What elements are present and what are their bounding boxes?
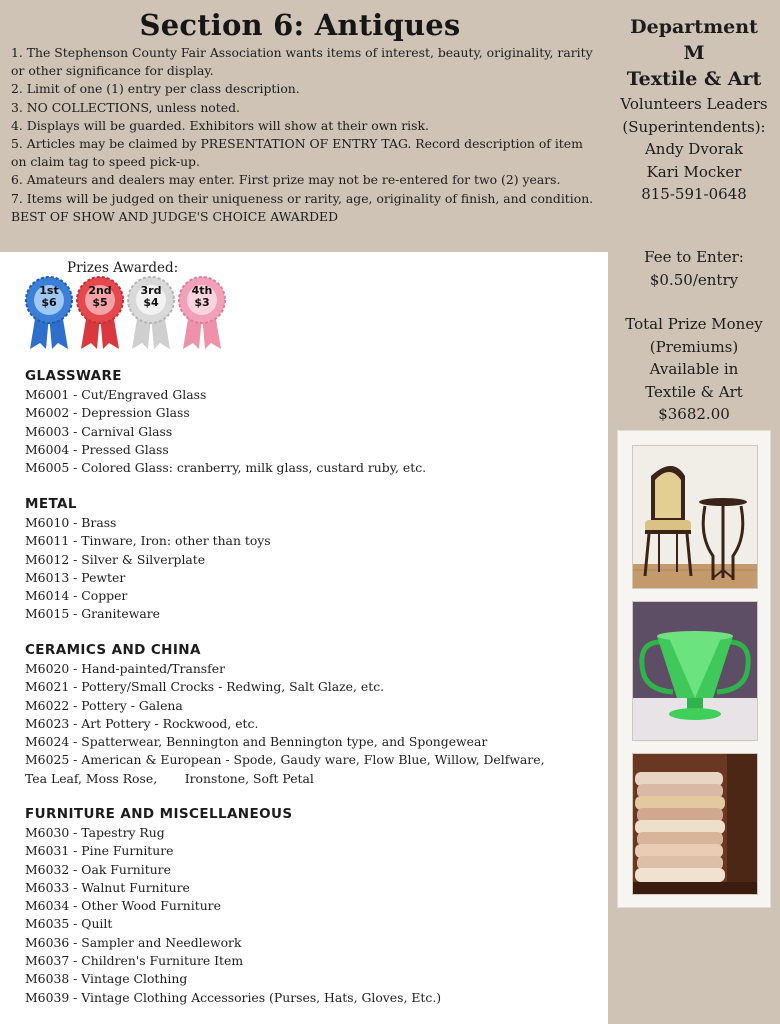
entry-fee bbox=[608, 246, 780, 291]
rules-panel bbox=[0, 0, 608, 252]
prize-money-line: (Premiums) bbox=[649, 337, 739, 356]
class-item: M6037 - Children's Furniture Item bbox=[25, 953, 244, 969]
department-letter: M bbox=[683, 42, 705, 64]
class-item: M6013 - Pewter bbox=[25, 569, 126, 585]
prizes-label: Prizes Awarded: bbox=[67, 260, 179, 276]
rules-line: 7. Items will be judged on their uniqueness or rarity, age, originality of finish, and condition. bbox=[11, 190, 594, 206]
leader-name: Kari Mocker bbox=[646, 162, 742, 181]
class-item: M6039 - Vintage Clothing Accessories (Purses, Hats, Gloves, Etc.) bbox=[25, 989, 442, 1005]
class-item: M6004 - Pressed Glass bbox=[25, 441, 169, 457]
class-item: M6024 - Spatterwear, Bennington and Bennington type, and Spongewear bbox=[25, 734, 488, 750]
department-heading bbox=[608, 14, 780, 92]
ribbon-amount: $4 bbox=[143, 296, 159, 309]
antique-chair-photo bbox=[632, 445, 758, 589]
fee-label: Fee to Enter: bbox=[644, 248, 744, 266]
category-furniture-and-miscellaneous bbox=[25, 805, 600, 1007]
class-item: M6010 - Brass bbox=[25, 515, 117, 530]
class-item: Tea Leaf, Moss Rose, Ironstone, Soft Petal bbox=[25, 770, 314, 786]
prize-money-line: Textile & Art bbox=[645, 382, 743, 401]
photo-panel bbox=[617, 430, 771, 908]
rules-line: on claim tag to speed pick-up. bbox=[11, 154, 200, 170]
category-items bbox=[25, 660, 600, 788]
category-title: CERAMICS AND CHINA bbox=[25, 642, 201, 658]
class-item: M6022 - Pottery - Galena bbox=[25, 697, 183, 713]
ribbon-amount: $5 bbox=[92, 296, 108, 309]
class-item: M6020 - Hand-painted/Transfer bbox=[25, 661, 226, 676]
green-glass-vase-photo bbox=[632, 601, 758, 741]
class-item: M6030 - Tapestry Rug bbox=[25, 825, 165, 840]
category-items bbox=[25, 514, 600, 624]
rules-line: BEST OF SHOW AND JUDGE'S CHOICE AWARDED bbox=[11, 208, 339, 224]
class-item: M6014 - Copper bbox=[25, 588, 128, 604]
category-title: METAL bbox=[25, 496, 77, 512]
fourth-place-ribbon bbox=[177, 275, 227, 351]
class-item: M6031 - Pine Furniture bbox=[25, 843, 174, 859]
class-item: M6032 - Oak Furniture bbox=[25, 861, 171, 877]
class-item: M6034 - Other Wood Furniture bbox=[25, 898, 221, 914]
second-place-ribbon bbox=[75, 275, 125, 351]
ribbon-place: 1st bbox=[39, 284, 59, 297]
category-title: GLASSWARE bbox=[25, 368, 122, 384]
class-item: M6001 - Cut/Engraved Glass bbox=[25, 387, 207, 402]
volunteer-leaders bbox=[608, 93, 780, 206]
category-title: FURNITURE AND MISCELLANEOUS bbox=[25, 806, 293, 822]
class-item: M6036 - Sampler and Needlework bbox=[25, 934, 242, 950]
prize-money-line: Available in bbox=[649, 360, 739, 378]
section-title: Section 6: Antiques bbox=[139, 8, 461, 42]
class-item: M6023 - Art Pottery - Rockwood, etc. bbox=[25, 715, 259, 731]
entries-panel bbox=[0, 252, 608, 1024]
first-place-ribbon bbox=[24, 275, 74, 351]
department-name: Textile & Art bbox=[626, 68, 762, 90]
class-item: M6015 - Graniteware bbox=[25, 606, 160, 622]
rules-line: 4. Displays will be guarded. Exhibitors will show at their own risk. bbox=[11, 117, 429, 133]
stacked-quilts-photo bbox=[632, 753, 758, 895]
rules-line: 2. Limit of one (1) entry per class description. bbox=[11, 81, 300, 97]
category-items bbox=[25, 824, 600, 1007]
ribbon-amount: $3 bbox=[194, 296, 210, 309]
prize-money-value: $3682.00 bbox=[658, 405, 730, 423]
department-line: Department bbox=[630, 16, 758, 38]
rules-line: 1. The Stephenson County Fair Association wants items of interest, beauty, originality, rarity bbox=[11, 45, 593, 60]
class-item: M6012 - Silver & Silverplate bbox=[25, 551, 206, 567]
ribbon-place: 4th bbox=[191, 284, 213, 297]
ribbon-place: 2nd bbox=[88, 284, 112, 297]
class-item: M6033 - Walnut Furniture bbox=[25, 879, 190, 895]
ribbon-amount: $6 bbox=[41, 296, 57, 309]
rules-line: or other significance for display. bbox=[11, 63, 214, 79]
rules-line: 5. Articles may be claimed by PRESENTATION OF ENTRY TAG. Record description of item bbox=[11, 136, 583, 152]
total-prize-money bbox=[608, 313, 780, 426]
leaders-line: Volunteers Leaders bbox=[620, 95, 768, 113]
category-ceramics-and-china bbox=[25, 641, 600, 788]
ribbon-place: 3rd bbox=[140, 284, 162, 297]
fee-value: $0.50/entry bbox=[649, 270, 739, 289]
category-items bbox=[25, 386, 600, 477]
rules-list bbox=[11, 44, 601, 226]
class-item: M6005 - Colored Glass: cranberry, milk glass, custard ruby, etc. bbox=[25, 460, 427, 476]
leaders-line: (Superintendents): bbox=[622, 117, 766, 136]
class-item: M6035 - Quilt bbox=[25, 916, 113, 932]
leader-phone: 815-591-0648 bbox=[641, 185, 747, 203]
class-item: M6002 - Depression Glass bbox=[25, 405, 190, 421]
rules-line: 3. NO COLLECTIONS, unless noted. bbox=[11, 99, 240, 115]
third-place-ribbon bbox=[126, 275, 176, 351]
class-item: M6021 - Pottery/Small Crocks - Redwing, Salt Glaze, etc. bbox=[25, 679, 385, 695]
class-item: M6038 - Vintage Clothing bbox=[25, 971, 188, 987]
class-item: M6011 - Tinware, Iron: other than toys bbox=[25, 533, 271, 549]
leader-name: Andy Dvorak bbox=[644, 140, 744, 158]
class-item: M6025 - American & European - Spode, Gaudy ware, Flow Blue, Willow, Delfware, bbox=[25, 752, 545, 768]
class-item: M6003 - Carnival Glass bbox=[25, 423, 173, 439]
sidebar bbox=[608, 0, 780, 1024]
rules-line: 6. Amateurs and dealers may enter. First prize may not be re-entered for two (2) years. bbox=[11, 172, 561, 188]
category-metal bbox=[25, 495, 600, 624]
prize-money-line: Total Prize Money bbox=[625, 315, 763, 333]
category-glassware bbox=[25, 367, 600, 477]
